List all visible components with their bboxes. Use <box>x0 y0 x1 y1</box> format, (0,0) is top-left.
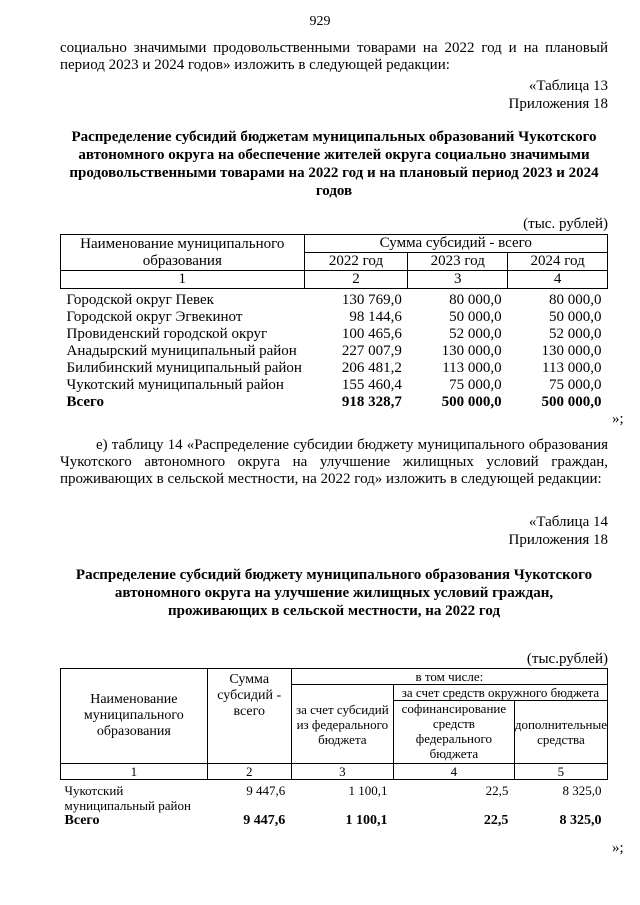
table-total-row <box>61 394 608 411</box>
table-total-row <box>61 813 608 828</box>
total-value: 22,5 <box>483 813 509 828</box>
total-value: 918 328,7 <box>341 394 402 410</box>
total-value: 500 000,0 <box>441 394 502 410</box>
row-name: Городской округ Эгвекинот <box>66 309 243 325</box>
table14-colnum: 5 <box>514 764 607 780</box>
row-value: 155 460,4 <box>341 377 402 393</box>
table13-header-year: 2023 год <box>408 253 508 271</box>
table13-colnum: 3 <box>408 271 508 289</box>
table13-colnum: 1 <box>61 271 305 289</box>
intro-text: социально значимыми продовольственными товарами на 2022 год и на плановый период 2023 и 2024 годов» изложить в следующей редакции: <box>60 40 608 73</box>
table14-header-cofin: софинансирование средств федерального бюджета <box>393 701 514 764</box>
total-value: 8 325,0 <box>559 813 602 828</box>
row-value: 50 000,0 <box>549 309 602 325</box>
row-value: 75 000,0 <box>549 377 602 393</box>
table13-units: (тыс. рублей) <box>523 216 608 232</box>
table13-header-year: 2022 год <box>304 253 408 271</box>
row-value: 75 000,0 <box>449 377 502 393</box>
table13-header-sum: Сумма субсидий - всего <box>304 235 607 253</box>
table14-title: Распределение субсидий бюджету муниципального образования Чукотского автономного округа на улучшение жилищных условий граждан, проживающих в сельской местности, на 2022 год <box>75 567 593 619</box>
row-value: 100 465,6 <box>341 326 402 342</box>
row-value: 22,5 <box>485 783 509 798</box>
table14-label <box>509 513 609 549</box>
table-row <box>61 309 608 326</box>
row-value: 130 000,0 <box>441 343 502 359</box>
table14-units: (тыс.рублей) <box>526 651 608 667</box>
table-row <box>61 326 608 343</box>
table14-colnum: 3 <box>291 764 393 780</box>
table13-colnum: 4 <box>508 271 608 289</box>
table13-colnum: 2 <box>304 271 408 289</box>
table13-label-line2: Приложения 18 <box>508 96 608 112</box>
table13 <box>60 234 608 411</box>
table14-header-federal: за счет субсидий из федерального бюджета <box>291 685 393 764</box>
total-label: Всего <box>64 813 100 828</box>
row-value: 113 000,0 <box>442 360 502 376</box>
row-value: 1 100,1 <box>348 783 388 798</box>
table14 <box>60 668 608 828</box>
table13-label-line1: «Таблица 13 <box>528 78 608 94</box>
table-row <box>61 343 608 360</box>
row-value: 80 000,0 <box>449 292 502 308</box>
table-row <box>61 377 608 394</box>
row-value: 227 007,9 <box>341 343 402 359</box>
row-name: Билибинский муниципальный район <box>66 360 302 376</box>
total-value: 9 447,6 <box>243 813 286 828</box>
row-value: 206 481,2 <box>341 360 402 376</box>
table13-header-year: 2024 год <box>508 253 608 271</box>
row-name: Городской округ Певек <box>66 292 214 308</box>
table14-header-extra: дополнительные средства <box>514 701 607 764</box>
page-number: 929 <box>309 14 331 29</box>
table14-label-line2: Приложения 18 <box>508 532 608 548</box>
table14-colnum: 1 <box>61 764 208 780</box>
table13-header-name: Наименование муниципального образования <box>61 235 305 271</box>
row-name: Чукотский муниципальный район <box>64 783 191 813</box>
row-value: 98 144,6 <box>349 309 402 325</box>
row-value: 130 769,0 <box>341 292 402 308</box>
table-row <box>61 780 608 814</box>
table-row <box>61 289 608 310</box>
total-value: 500 000,0 <box>541 394 602 410</box>
table14-header-okrug: за счет средств окружного бюджета <box>393 685 607 701</box>
row-value: 8 325,0 <box>562 783 602 798</box>
table13-label <box>509 77 609 113</box>
row-value: 52 000,0 <box>449 326 502 342</box>
table14-colnum: 4 <box>393 764 514 780</box>
total-value: 1 100,1 <box>345 813 388 828</box>
table-row <box>61 360 608 377</box>
table14-header-sum: Сумма субсидий - всего <box>207 669 291 764</box>
row-value: 113 000,0 <box>542 360 602 376</box>
paragraph-e: е) таблицу 14 «Распределение субсидии бюджету муниципального образования Чукотского автономного округа на улучшение жилищных условий граждан, проживающих в сельской местности, на 2022 год» изложить в следующей редакции: <box>60 437 608 487</box>
total-label: Всего <box>66 394 104 410</box>
table14-label-line1: «Таблица 14 <box>528 514 608 530</box>
table14-closing-quote: »; <box>612 840 624 856</box>
table13-title: Распределение субсидий бюджетам муниципальных образований Чукотского автономного округа на обеспечение жителей округа социально значимыми продовольственными товарами на 2022 год и на плановый период 2023 и 2024 годов <box>69 129 599 199</box>
table13-closing-quote: »; <box>612 411 624 427</box>
row-value: 52 000,0 <box>549 326 602 342</box>
row-value: 130 000,0 <box>541 343 602 359</box>
table14-header-name: Наименование муниципального образования <box>61 669 208 764</box>
row-value: 80 000,0 <box>549 292 602 308</box>
row-name: Анадырский муниципальный район <box>66 343 297 359</box>
table14-colnum: 2 <box>207 764 291 780</box>
row-value: 9 447,6 <box>246 783 286 798</box>
row-name: Провиденский городской округ <box>66 326 268 342</box>
row-value: 50 000,0 <box>449 309 502 325</box>
table14-header-incl: в том числе: <box>291 669 607 685</box>
row-name: Чукотский муниципальный район <box>66 377 284 393</box>
